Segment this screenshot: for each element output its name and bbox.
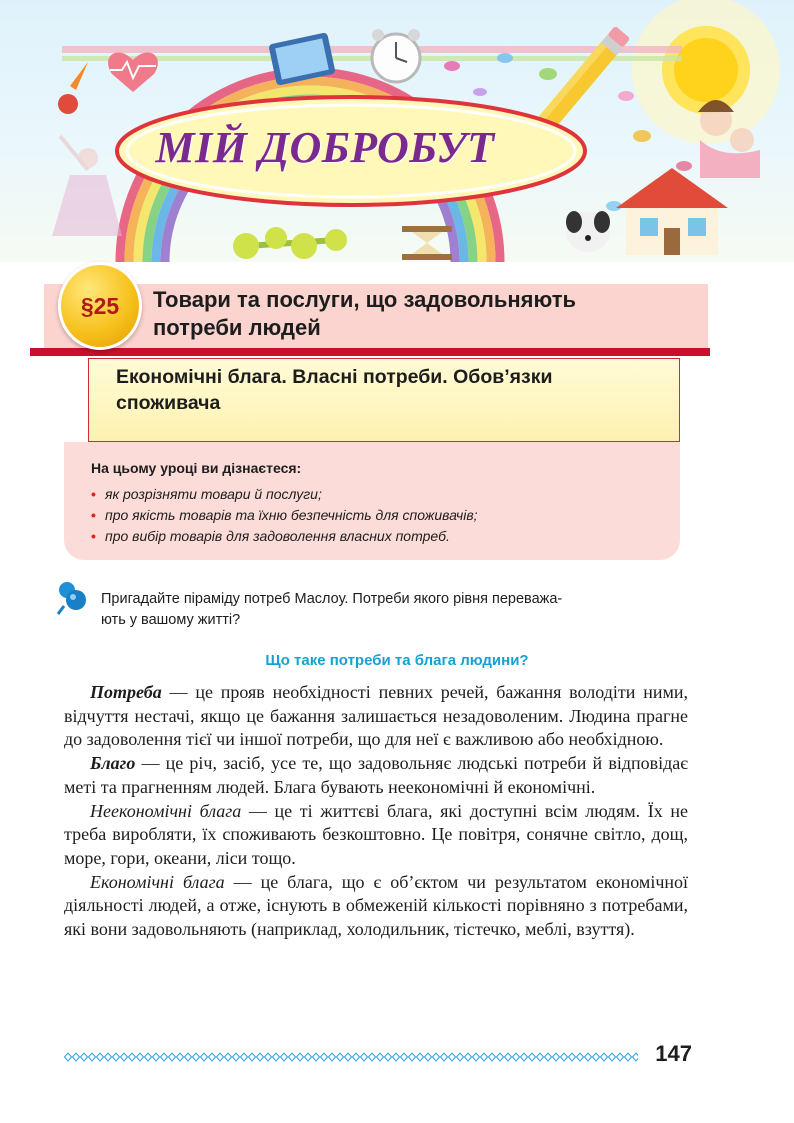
definition-need: — це прояв необхідності певних речей, бажання володіти ними, відчуття нестачі, якщо це бажання залишається незадоволеним. Людина прагне до задоволення тієї чи іншої потреби, що для неї є важливою або необхідною. — [64, 682, 688, 750]
definition-good: — це річ, засіб, усе те, що задовольняє людські потреби й відповідає меті та прагненням людей. Блага бувають неекономічні й економічні. — [64, 753, 688, 797]
lesson-title — [116, 364, 682, 416]
red-divider — [30, 348, 710, 356]
paragraph-economic-goods — [64, 871, 688, 942]
alarm-clock-icon — [372, 29, 420, 82]
goal-text: як розрізняти товари й послуги; — [105, 486, 322, 502]
lesson-title-line-1: Економічні блага. Власні потреби. Обов’язки — [116, 366, 553, 388]
paragraph-need — [64, 681, 688, 752]
term-non-economic-goods: Неекономічні блага — [90, 800, 242, 821]
goal-text: про якість товарів та їхню безпечність для споживачів; — [105, 507, 478, 523]
definition-non-economic-goods: — це ті життєві блага, які доступні всім людям. Їх не треба виробляти, їх споживають безкоштовно. Це повітря, сонячне світло, дощ, море, гори, океани, ліси тощо. — [64, 800, 688, 868]
term-economic-goods: Економічні блага — [90, 871, 225, 892]
term-good: Благо — [90, 753, 136, 774]
definition-economic-goods: — це блага, що є об’єктом чи результатом економічної діяльності людей, а отже, існують в обмеженій кількості порівняно з потребами, які вони задовольняють (наприклад, холодильник, тістечко, меблі, взуття). — [64, 871, 689, 940]
page-number: 147 — [655, 1041, 692, 1066]
paragraph-title-line-1: Товари та послуги, що задовольняють — [153, 287, 577, 312]
puppy-icon — [566, 211, 610, 252]
lesson-goals-heading: На цьому уроці ви дізнаєтеся: — [91, 460, 302, 476]
paragraph-title — [153, 286, 693, 342]
footer-ornament — [64, 1050, 638, 1064]
bullet-icon: • — [91, 528, 96, 544]
goal-item — [91, 526, 478, 547]
goal-item — [91, 505, 478, 526]
paragraph-title-line-2: потреби людей — [153, 315, 321, 340]
recall-question — [101, 589, 685, 631]
pushpin-icon — [56, 580, 90, 616]
body-text — [64, 681, 688, 942]
house-icon — [616, 168, 728, 255]
fruit-icon — [58, 62, 88, 114]
lesson-goals-list — [91, 484, 478, 547]
term-need: Потреба — [90, 682, 162, 702]
recall-question-line-2: ють у вашому житті? — [101, 612, 241, 628]
paragraph-badge: §25 — [58, 262, 142, 350]
chapter-banner — [0, 0, 794, 262]
bullet-icon: • — [91, 507, 96, 523]
section-heading: Що таке потреби та блага людини? — [265, 652, 529, 669]
recall-question-line-1: Пригадайте піраміду потреб Маслоу. Потреби якого рівня переважа- — [101, 591, 563, 607]
bullet-icon: • — [91, 486, 96, 502]
molecule-icon — [233, 227, 347, 259]
chapter-title: МІЙ ДОБРОБУТ — [155, 123, 495, 172]
paragraph-non-economic-goods — [64, 800, 688, 871]
lesson-title-line-2: споживача — [116, 392, 221, 414]
hourglass-icon — [402, 226, 452, 260]
goal-text: про вибір товарів для задоволення власних потреб. — [105, 528, 450, 544]
goal-item — [91, 484, 478, 505]
paragraph-good — [64, 752, 688, 799]
